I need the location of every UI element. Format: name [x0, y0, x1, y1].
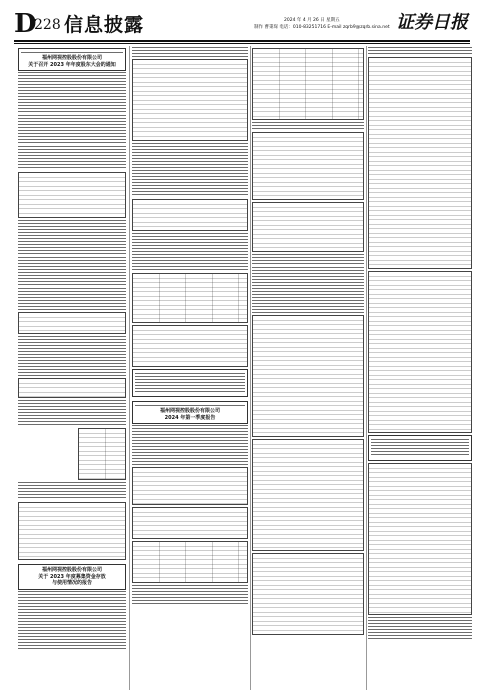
body-text [18, 336, 126, 376]
proposal-table [18, 172, 126, 218]
body-text [132, 233, 248, 271]
body-text [18, 146, 126, 170]
supplementary-table [368, 463, 472, 615]
body-text [368, 617, 472, 641]
page-number: 228 [34, 17, 61, 33]
body-text [18, 72, 126, 114]
announcement-title: 关于召开 2023 年年度股东大会的通知 [28, 61, 116, 68]
masthead [14, 8, 470, 44]
announcement-company: 福州网视控股股份有限公司 [41, 567, 102, 573]
financial-data-table [132, 467, 248, 505]
body-text [252, 267, 364, 313]
notes-box [132, 369, 248, 397]
body-text [132, 585, 248, 605]
body-text [132, 47, 248, 57]
column-2 [132, 46, 248, 690]
column-divider [366, 46, 367, 690]
column-1 [18, 46, 126, 690]
body-text [252, 122, 364, 130]
announcement-header [18, 48, 126, 71]
section-title: 信息披露 [64, 14, 145, 36]
income-statement-table [252, 553, 364, 635]
cash-flow-table-cont [368, 271, 472, 433]
body-text [18, 400, 126, 426]
non-recurring-table [132, 507, 248, 539]
date-line: 2024 年 4 月 26 日 星期五 [284, 18, 340, 23]
project-table [132, 273, 248, 323]
newspaper-logo: 证券日报 [396, 12, 468, 33]
top-shareholders-table [252, 48, 364, 120]
announcement-title: 关于 2023 年度募集资金存放 [38, 573, 106, 580]
announcement-header [132, 401, 248, 424]
section-letter: D [14, 9, 37, 39]
cash-flow-table [368, 57, 472, 269]
announcement-company: 福州网视控股股份有限公司 [41, 55, 102, 61]
body-text [18, 288, 126, 310]
body-text [368, 47, 472, 55]
masthead-rule [14, 40, 470, 42]
announcement-title-line-2: 与使用情况的报告 [51, 580, 92, 586]
body-text [132, 143, 248, 197]
vote-table [18, 502, 126, 560]
column-divider [129, 46, 130, 690]
body-text [132, 425, 248, 465]
balance-sheet-table-cont [252, 439, 364, 551]
balance-sheet-table [252, 315, 364, 437]
body-text [18, 257, 126, 287]
small-table [18, 378, 126, 398]
column-divider [250, 46, 251, 690]
registration-table [18, 312, 126, 334]
fund-usage-table [132, 59, 248, 141]
editor-line: 制作 曹秉琛 电话：010-83251716 E-mail zqrb9@zqrb.sina.net [254, 25, 390, 30]
announcement-title: 2024 年第一季度报告 [164, 414, 216, 421]
announcement-company: 福州网视控股股份有限公司 [159, 408, 220, 414]
comparison-table [132, 325, 248, 367]
notes-box [368, 435, 472, 461]
column-4 [368, 46, 472, 690]
announcement-header [18, 564, 126, 590]
masthead-rule-thin [14, 43, 470, 44]
body-text [18, 591, 126, 651]
proxy-table [78, 428, 126, 480]
account-table [132, 199, 248, 231]
body-text [18, 220, 126, 256]
body-text [18, 482, 126, 500]
changes-table [252, 132, 364, 200]
body-text [18, 115, 126, 145]
balance-table [252, 202, 364, 252]
column-3 [252, 46, 364, 690]
shareholder-table [132, 541, 248, 583]
body-text [252, 254, 364, 266]
